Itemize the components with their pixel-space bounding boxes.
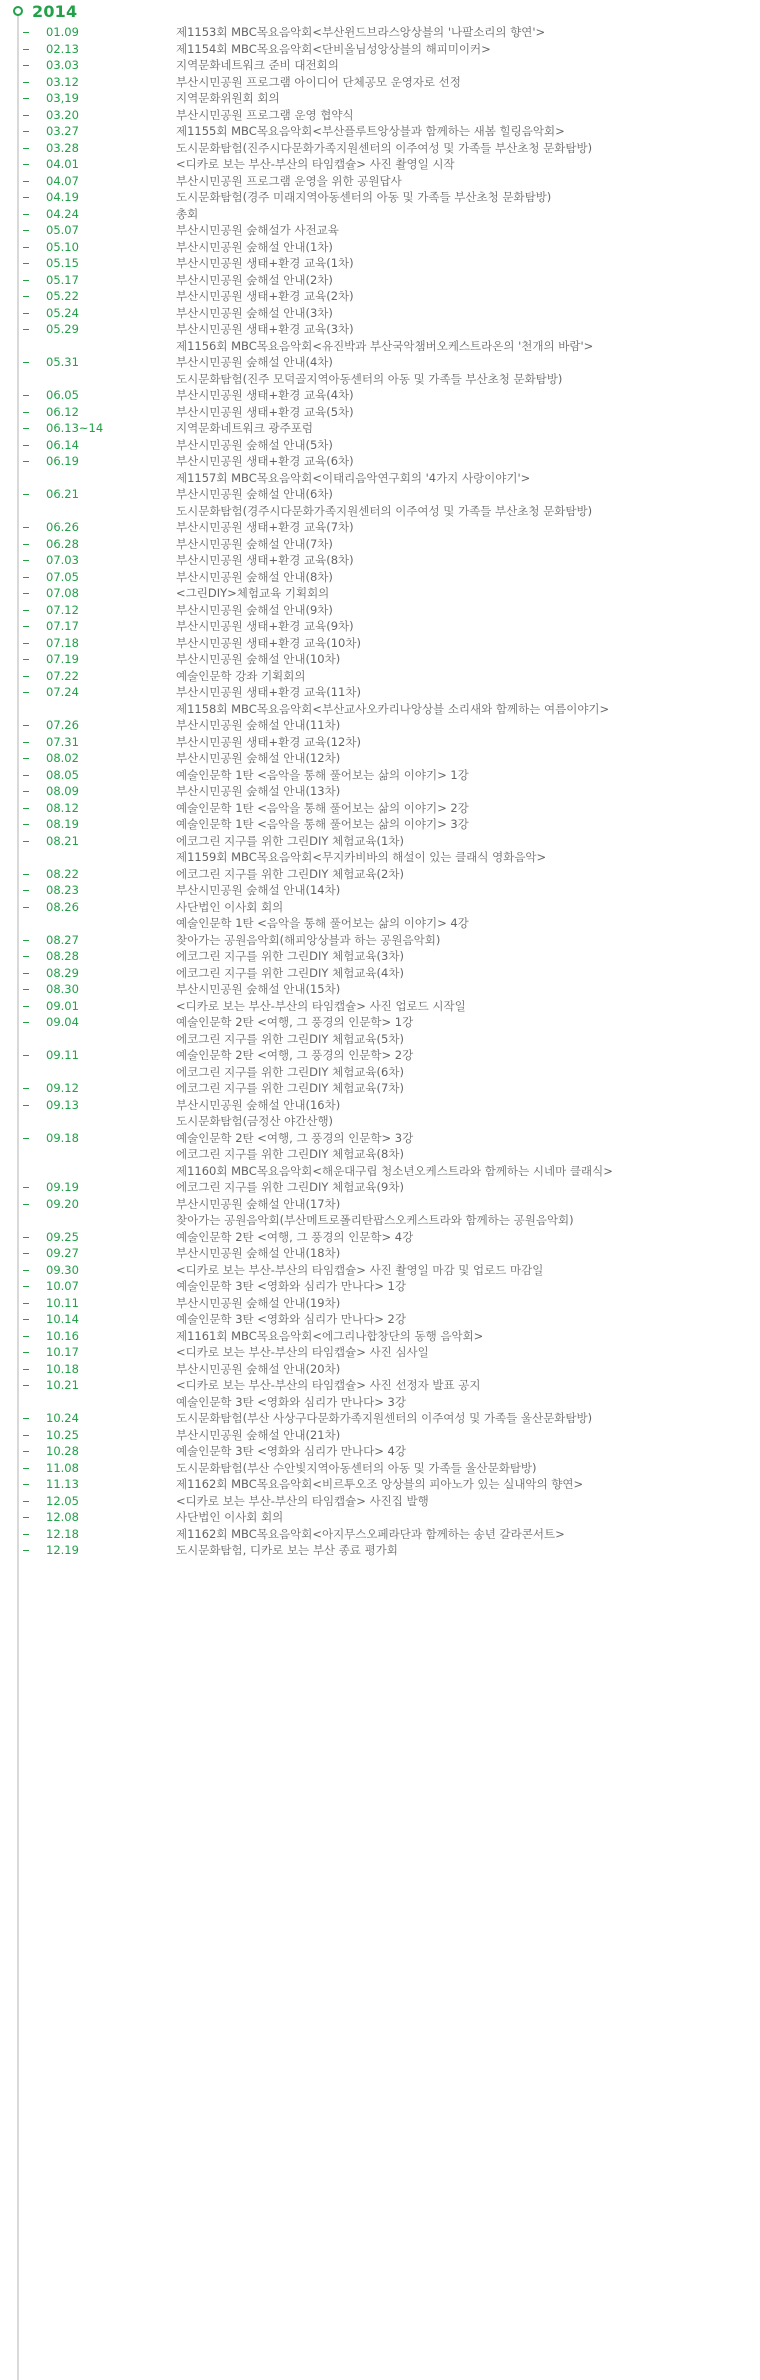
- event-description: 에코그린 지구를 위한 그린DIY 체험교육(6차): [176, 1064, 404, 1079]
- timeline-event-row: [0, 1328, 760, 1345]
- timeline-event-row: [0, 618, 760, 635]
- timeline-event-row: [0, 1295, 760, 1312]
- timeline-event-row: [0, 486, 760, 503]
- event-date: 07.18: [46, 635, 79, 650]
- timeline-event-row: [0, 1443, 760, 1460]
- timeline-event-row: [0, 1130, 760, 1147]
- event-description: 부산시민공원 숲해설 안내(6차): [176, 487, 333, 501]
- event-description: 부산시민공원 생태+환경 교육(3차): [176, 322, 354, 336]
- event-description: 부산시민공원 숲해설 안내(2차): [176, 272, 333, 287]
- timeline-event-row: [0, 635, 760, 652]
- timeline-event-row: [0, 1212, 760, 1229]
- event-date: 03.12: [46, 74, 79, 89]
- event-date: 07.05: [46, 569, 79, 584]
- event-description: 제1160회 MBC목요음악회<해운대구립 청소년오케스트라와 함께하는 시네마 클래식>: [176, 1163, 613, 1178]
- event-date: 08.19: [46, 817, 79, 831]
- timeline-event-row: [0, 387, 760, 404]
- event-description: 부산시민공원 숲해설 안내(1차): [176, 239, 333, 254]
- timeline-event-row: [0, 816, 760, 833]
- event-date: 09.04: [46, 1015, 79, 1029]
- event-description: <디카로 보는 부산-부산의 타임캡슐> 사진 선정자 발표 공지: [176, 1378, 481, 1392]
- timeline-event-row: [0, 1031, 760, 1048]
- timeline-event-row: [0, 1064, 760, 1081]
- timeline-event-row: [0, 74, 760, 91]
- event-description: 에코그린 지구를 위한 그린DIY 체험교육(5차): [176, 1031, 404, 1046]
- event-date: 12.05: [46, 1493, 79, 1508]
- event-description: 찾아가는 공원음악회(해피앙상블과 하는 공원음악회): [176, 932, 441, 947]
- timeline-event-row: [0, 90, 760, 107]
- timeline-event-row: [0, 1014, 760, 1031]
- timeline-event-row: [0, 470, 760, 487]
- event-date: 05.15: [46, 256, 79, 270]
- event-description: 부산시민공원 생태+환경 교육(11차): [176, 685, 361, 699]
- event-date: 10.17: [46, 1345, 79, 1359]
- event-date: 06.19: [46, 454, 79, 468]
- event-description: 부산시민공원 숲해설 안내(17차): [176, 1196, 341, 1211]
- timeline-event-row: [0, 1179, 760, 1196]
- timeline-event-row: [0, 255, 760, 272]
- timeline-event-row: [0, 1361, 760, 1378]
- event-date: 06.28: [46, 536, 79, 551]
- event-date: 08.23: [46, 883, 79, 897]
- timeline-event-row: [0, 948, 760, 965]
- timeline-event-row: [0, 915, 760, 932]
- event-description: 제1158회 MBC목요음악회<부산교사오카리나앙상블 소리새와 함께하는 여름이야기>: [176, 701, 610, 716]
- event-description: 예술인문학 2탄 <여행, 그 풍경의 인문학> 3강: [176, 1130, 414, 1145]
- timeline-event-row: [0, 41, 760, 58]
- event-description: 도시문화탐험(경주 미래지역아동센터의 아동 및 가족들 부산초청 문화탐방): [176, 190, 552, 204]
- timeline-event-row: [0, 932, 760, 949]
- timeline-event-row: [0, 750, 760, 767]
- event-date: 12.08: [46, 1510, 79, 1524]
- event-date: 07.19: [46, 652, 79, 666]
- event-description: 부산시민공원 숲해설 안내(13차): [176, 784, 341, 798]
- event-date: 06.13~14: [46, 421, 104, 435]
- event-date: 04.19: [46, 190, 79, 204]
- timeline-event-row: [0, 24, 760, 41]
- event-date: 02.13: [46, 41, 79, 56]
- timeline-event-row: [0, 569, 760, 586]
- event-description: 예술인문학 2탄 <여행, 그 풍경의 인문학> 1강: [176, 1015, 414, 1029]
- event-date: 10.11: [46, 1295, 79, 1310]
- event-description: 지역문화네트워크 준비 대전회의: [176, 58, 339, 72]
- event-description: 예술인문학 1탄 <음악을 통해 풀어보는 삶의 이야기> 3강: [176, 817, 469, 831]
- timeline-event-row: [0, 288, 760, 305]
- event-date: 08.12: [46, 800, 79, 815]
- timeline-event-row: [0, 1097, 760, 1114]
- timeline-event-row: [0, 866, 760, 883]
- event-description: 예술인문학 1탄 <음악을 통해 풀어보는 삶의 이야기> 2강: [176, 800, 469, 815]
- event-date: 09.25: [46, 1229, 79, 1244]
- event-date: 05.17: [46, 272, 79, 287]
- event-date: 08.27: [46, 932, 79, 947]
- event-date: 05.31: [46, 355, 79, 369]
- event-date: 03.28: [46, 140, 79, 155]
- event-description: 부산시민공원 숲해설 안내(16차): [176, 1097, 341, 1112]
- timeline-event-row: [0, 338, 760, 355]
- timeline-event-row: [0, 173, 760, 190]
- event-description: 부산시민공원 생태+환경 교육(6차): [176, 454, 354, 468]
- event-date: 11.13: [46, 1477, 79, 1491]
- event-description: 부산시민공원 숲해설가 사전교육: [176, 223, 339, 237]
- event-date: 09.13: [46, 1097, 79, 1112]
- timeline-event-row: [0, 1344, 760, 1361]
- event-date: 09.12: [46, 1081, 79, 1095]
- event-description: 예술인문학 2탄 <여행, 그 풍경의 인문학> 2강: [176, 1048, 414, 1062]
- event-date: 06.05: [46, 388, 79, 402]
- event-date: 09.20: [46, 1196, 79, 1211]
- timeline-event-row: [0, 1410, 760, 1427]
- event-date: 08.21: [46, 833, 79, 848]
- event-description: 부산시민공원 숲해설 안내(11차): [176, 718, 341, 732]
- event-description: 부산시민공원 숲해설 안내(8차): [176, 569, 333, 584]
- timeline-event-row: [0, 882, 760, 899]
- timeline-event-row: [0, 272, 760, 289]
- timeline-event-row: [0, 156, 760, 173]
- timeline-event-row: [0, 1229, 760, 1246]
- event-description: 부산시민공원 생태+환경 교육(12차): [176, 734, 361, 749]
- event-date: 06.26: [46, 520, 79, 534]
- event-date: 05.22: [46, 289, 79, 303]
- timeline-event-row: [0, 1493, 760, 1510]
- event-description: 도시문화탐험(진주시다문화가족지원센터의 이주여성 및 가족들 부산초청 문화탐방): [176, 140, 593, 155]
- timeline-event-row: [0, 420, 760, 437]
- timeline-event-row: [0, 1113, 760, 1130]
- event-date: 10.14: [46, 1312, 79, 1326]
- event-date: 06.21: [46, 487, 79, 501]
- timeline-event-row: [0, 354, 760, 371]
- event-description: 예술인문학 1탄 <음악을 통해 풀어보는 삶의 이야기> 1강: [176, 767, 469, 782]
- event-description: 부산시민공원 프로그램 아이디어 단체공모 운영자로 선정: [176, 74, 461, 89]
- event-date: 07.12: [46, 602, 79, 617]
- event-date: 07.24: [46, 685, 79, 699]
- event-date: 07.08: [46, 586, 79, 600]
- event-date: 09.11: [46, 1048, 79, 1062]
- event-date: 10.28: [46, 1444, 79, 1458]
- timeline-event-row: [0, 602, 760, 619]
- event-description: 부산시민공원 생태+환경 교육(4차): [176, 388, 354, 402]
- event-description: 제1155회 MBC목요음악회<부산플루트앙상블과 함께하는 새봄 힐링음악회>: [176, 124, 565, 138]
- timeline-event-row: [0, 189, 760, 206]
- event-date: 10.25: [46, 1427, 79, 1442]
- event-date: 08.30: [46, 982, 79, 996]
- event-description: 예술인문학 3탄 <영화와 심리가 만나다> 1강: [176, 1279, 406, 1293]
- event-description: 도시문화탐험, 디카로 보는 부산 종료 평가회: [176, 1543, 398, 1557]
- timeline-event-row: [0, 552, 760, 569]
- event-description: 제1162회 MBC목요음악회<아지무스오페라단과 함께하는 송년 갈라콘서트>: [176, 1526, 565, 1541]
- timeline-event-row: [0, 783, 760, 800]
- timeline-event-row: [0, 1146, 760, 1163]
- timeline-event-row: [0, 1542, 760, 1559]
- event-date: 07.03: [46, 553, 79, 567]
- timeline-event-row: [0, 371, 760, 388]
- timeline-event-row: [0, 305, 760, 322]
- timeline-event-row: [0, 519, 760, 536]
- timeline-event-row: [0, 1262, 760, 1279]
- timeline-event-row: [0, 849, 760, 866]
- event-description: 부산시민공원 숲해설 안내(21차): [176, 1427, 341, 1442]
- event-description: 부산시민공원 숲해설 안내(12차): [176, 751, 341, 765]
- timeline-event-row: [0, 1509, 760, 1526]
- event-date: 03.03: [46, 58, 79, 72]
- event-description: 에코그린 지구를 위한 그린DIY 체험교육(8차): [176, 1147, 404, 1161]
- event-date: 01.09: [46, 25, 79, 39]
- event-date: 06.12: [46, 404, 79, 419]
- event-date: 10.24: [46, 1411, 79, 1425]
- event-description: <디카로 보는 부산-부산의 타임캡슐> 사진 촬영일 마감 및 업로드 마감일: [176, 1262, 544, 1277]
- timeline-event-row: [0, 1278, 760, 1295]
- event-date: 08.05: [46, 767, 79, 782]
- event-description: 제1154회 MBC목요음악회<단비올님성앙상블의 해피미이커>: [176, 41, 491, 56]
- event-description: 예술인문학 3탄 <영화와 심리가 만나다> 3강: [176, 1394, 406, 1409]
- timeline-event-row: [0, 206, 760, 223]
- timeline-event-row: [0, 503, 760, 520]
- event-description: 도시문화탐험(경주시다문화가족지원센터의 이주여성 및 가족들 부산초청 문화탐방): [176, 503, 593, 518]
- timeline-event-row: [0, 1163, 760, 1180]
- event-description: 도시문화탐험(진주 모덕골지역아동센터의 아동 및 가족들 부산초청 문화탐방): [176, 371, 563, 386]
- timeline-event-row: [0, 222, 760, 239]
- timeline-event-row: [0, 734, 760, 751]
- event-date: 03,19: [46, 91, 79, 105]
- timeline-event-row: [0, 1427, 760, 1444]
- event-date: 04.01: [46, 157, 79, 171]
- event-date: 12.18: [46, 1526, 79, 1541]
- event-date: 12.19: [46, 1543, 79, 1557]
- event-date: 05.10: [46, 239, 79, 254]
- timeline-event-row: [0, 998, 760, 1015]
- event-description: 사단법인 이사회 회의: [176, 899, 284, 914]
- timeline-event-row: [0, 239, 760, 256]
- event-date: 09.18: [46, 1130, 79, 1145]
- timeline-event-row: [0, 684, 760, 701]
- timeline-event-row: [0, 833, 760, 850]
- year-header: [13, 0, 77, 22]
- timeline-event-row: [0, 701, 760, 718]
- event-date: 09.30: [46, 1262, 79, 1277]
- event-description: 부산시민공원 숲해설 안내(7차): [176, 536, 333, 551]
- event-description: 부산시민공원 숲해설 안내(15차): [176, 982, 341, 996]
- event-date: 09.27: [46, 1246, 79, 1260]
- event-date: 03.20: [46, 107, 79, 122]
- event-date: 08.22: [46, 866, 79, 881]
- timeline-event-row: [0, 668, 760, 685]
- event-date: 08.26: [46, 899, 79, 914]
- event-description: 예술인문학 강좌 기획회의: [176, 668, 306, 683]
- event-description: 총회: [176, 206, 199, 221]
- timeline-event-row: [0, 981, 760, 998]
- event-description: 부산시민공원 숲해설 안내(20차): [176, 1361, 341, 1376]
- event-date: 10.07: [46, 1279, 79, 1293]
- event-date: 10.21: [46, 1378, 79, 1392]
- event-description: 부산시민공원 생태+환경 교육(1차): [176, 256, 354, 270]
- event-description: 에코그린 지구를 위한 그린DIY 체험교육(9차): [176, 1180, 404, 1194]
- timeline-event-row: [0, 404, 760, 421]
- event-date: 08.29: [46, 965, 79, 980]
- timeline-event-row: [0, 437, 760, 454]
- event-date: 04.24: [46, 206, 79, 221]
- event-date: 06.14: [46, 437, 79, 452]
- event-description: 에코그린 지구를 위한 그린DIY 체험교육(3차): [176, 949, 404, 963]
- event-date: 05.07: [46, 223, 79, 237]
- timeline-event-row: [0, 140, 760, 157]
- timeline-event-row: [0, 767, 760, 784]
- timeline-event-row: [0, 321, 760, 338]
- timeline-event-row: [0, 453, 760, 470]
- event-description: 부산시민공원 숲해설 안내(14차): [176, 883, 341, 897]
- timeline-event-row: [0, 536, 760, 553]
- event-description: 부산시민공원 생태+환경 교육(10차): [176, 635, 361, 650]
- event-date: 03.27: [46, 124, 79, 138]
- event-description: 부산시민공원 숲해설 안내(5차): [176, 437, 333, 452]
- event-description: 예술인문학 3탄 <영화와 심리가 만나다> 4강: [176, 1444, 406, 1458]
- event-description: 예술인문학 3탄 <영화와 심리가 만나다> 2강: [176, 1312, 406, 1326]
- event-description: 에코그린 지구를 위한 그린DIY 체험교육(4차): [176, 965, 404, 980]
- timeline-event-row: [0, 107, 760, 124]
- event-description: 지역문화위원회 회의: [176, 91, 280, 105]
- timeline-event-row: [0, 965, 760, 982]
- event-description: 부산시민공원 프로그램 운영 협약식: [176, 107, 354, 122]
- event-description: 부산시민공원 생태+환경 교육(9차): [176, 619, 354, 633]
- event-description: 찾아가는 공원음악회(부산메트로폴리탄팝스오케스트라와 함께하는 공원음악회): [176, 1213, 574, 1227]
- event-description: 제1156회 MBC목요음악회<유진박과 부산국악챔버오케스트라온의 '천개의 바람'>: [176, 338, 594, 353]
- event-description: 에코그린 지구를 위한 그린DIY 체험교육(2차): [176, 866, 404, 881]
- timeline-event-row: [0, 123, 760, 140]
- event-description: 부산시민공원 숲해설 안내(10차): [176, 652, 341, 666]
- event-date: 07.31: [46, 734, 79, 749]
- event-description: <디카로 보는 부산-부산의 타임캡슐> 사진 심사일: [176, 1345, 429, 1359]
- event-date: 05.24: [46, 305, 79, 320]
- event-description: 에코그린 지구를 위한 그린DIY 체험교육(7차): [176, 1081, 404, 1095]
- event-description: <디카로 보는 부산-부산의 타임캡슐> 사진 업로드 시작일: [176, 998, 466, 1013]
- timeline-event-row: [0, 1394, 760, 1411]
- event-description: 예술인문학 1탄 <음악을 통해 풀어보는 삶의 이야기> 4강: [176, 916, 469, 930]
- event-description: 도시문화탐험(금정산 야간산행): [176, 1114, 334, 1128]
- event-description: 도시문화탐험(부산 사상구다문화가족지원센터의 이주여성 및 가족들 울산문화탐방): [176, 1411, 593, 1425]
- event-description: 부산시민공원 숲해설 안내(19차): [176, 1295, 341, 1310]
- event-date: 10.16: [46, 1328, 79, 1343]
- timeline-event-row: [0, 1245, 760, 1262]
- event-description: 제1162회 MBC목요음악회<비르투오조 앙상블의 피아노가 있는 실내악의 향연>: [176, 1477, 584, 1491]
- event-date: 10.18: [46, 1361, 79, 1376]
- timeline-event-row: [0, 1311, 760, 1328]
- event-date: 08.28: [46, 949, 79, 963]
- event-date: 08.02: [46, 751, 79, 765]
- event-date: 07.17: [46, 619, 79, 633]
- timeline-event-row: [0, 1196, 760, 1213]
- event-description: 부산시민공원 숲해설 안내(3차): [176, 305, 333, 320]
- timeline-event-row: [0, 57, 760, 74]
- event-date: 08.09: [46, 784, 79, 798]
- event-description: 제1153회 MBC목요음악회<부산윈드브라스앙상블의 '나팔소리의 향연'>: [176, 25, 546, 39]
- event-date: 11.08: [46, 1460, 79, 1475]
- event-description: 부산시민공원 생태+환경 교육(7차): [176, 520, 354, 534]
- timeline-event-row: [0, 1476, 760, 1493]
- event-date: 09.19: [46, 1180, 79, 1194]
- event-description: <그린DIY>체험교육 기획회의: [176, 586, 330, 600]
- timeline-circle-icon: [13, 6, 23, 16]
- timeline-event-row: [0, 717, 760, 734]
- event-description: 에코그린 지구를 위한 그린DIY 체험교육(1차): [176, 833, 404, 848]
- event-description: 지역문화네트워크 광주포럼: [176, 421, 313, 435]
- timeline-event-row: [0, 651, 760, 668]
- event-description: 제1159회 MBC목요음악회<무지카비바의 해설이 있는 클래식 영화음악>: [176, 850, 547, 864]
- event-description: 제1161회 MBC목요음악회<에그리나합창단의 동행 음악회>: [176, 1328, 484, 1343]
- event-description: 사단법인 이사회 회의: [176, 1510, 284, 1524]
- timeline-event-row: [0, 1526, 760, 1543]
- timeline-event-row: [0, 1460, 760, 1477]
- timeline-event-row: [0, 800, 760, 817]
- event-list: [0, 24, 760, 1559]
- year-label: 2014: [32, 1, 78, 21]
- timeline-event-row: [0, 899, 760, 916]
- event-date: 05.29: [46, 322, 79, 336]
- event-description: 부산시민공원 생태+환경 교육(8차): [176, 553, 354, 567]
- event-description: 부산시민공원 프로그램 운영을 위한 공원답사: [176, 173, 402, 188]
- event-date: 04.07: [46, 173, 79, 188]
- timeline-event-row: [0, 1047, 760, 1064]
- event-description: 부산시민공원 생태+환경 교육(5차): [176, 404, 354, 419]
- event-date: 07.26: [46, 718, 79, 732]
- event-description: <디카로 보는 부산-부산의 타임캡슐> 사진집 발행: [176, 1493, 429, 1508]
- timeline-event-row: [0, 1377, 760, 1394]
- event-description: 제1157회 MBC목요음악회<이태리음악연구회의 '4가지 사랑이야기'>: [176, 470, 531, 485]
- event-date: 07.22: [46, 668, 79, 683]
- event-date: 09.01: [46, 998, 79, 1013]
- event-description: 부산시민공원 숲해설 안내(18차): [176, 1246, 341, 1260]
- event-description: 부산시민공원 숲해설 안내(9차): [176, 602, 333, 617]
- event-description: 도시문화탐험(부산 수안빛지역아동센터의 아동 및 가족들 울산문화탐방): [176, 1460, 537, 1475]
- timeline-event-row: [0, 585, 760, 602]
- timeline-event-row: [0, 1080, 760, 1097]
- event-description: <디카로 보는 부산-부산의 타임캡슐> 사진 촬영일 시작: [176, 157, 455, 171]
- event-description: 부산시민공원 생태+환경 교육(2차): [176, 289, 354, 303]
- event-description: 부산시민공원 숲해설 안내(4차): [176, 355, 333, 369]
- event-description: 예술인문학 2탄 <여행, 그 풍경의 인문학> 4강: [176, 1229, 414, 1244]
